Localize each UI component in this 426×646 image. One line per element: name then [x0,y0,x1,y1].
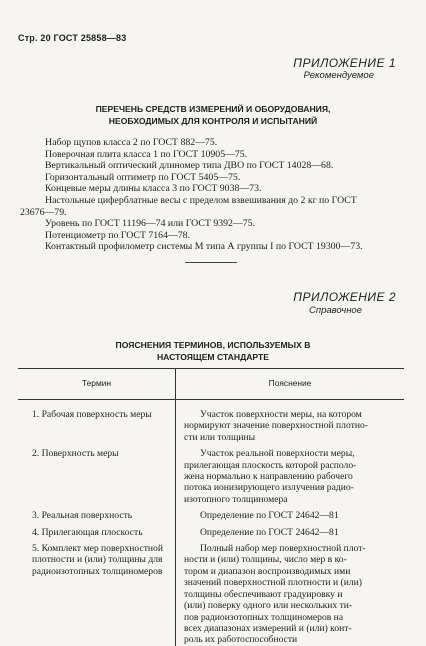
terms-table [18,368,404,646]
appendix-1-heading-line-2: НЕОБХОДИМЫХ ДЛЯ КОНТРОЛЯ И ИСПЫТАНИЙ [108,116,318,126]
equipment-item: Поверочная плита класса 1 по ГОСТ 10905—75. [45,148,248,160]
definition-line: Определение по ГОСТ 24642—81 [200,510,339,522]
column-header-explanation: Пояснение [176,369,405,400]
term-cell [18,400,176,444]
equipment-list [20,137,363,253]
equipment-item: Потенциометр по ГОСТ 7164—78. [45,229,191,241]
section-divider [185,262,237,263]
term-text: 2. Поверхность меры [32,448,119,460]
equipment-item: Настольные циферблатные весы с пределом взвешивания до 2 кг по ГОСТ [45,194,357,206]
column-header-term: Термин [18,369,176,400]
definition-cell [176,538,405,646]
definition-line: значений поверхностной плотности и (или) [184,577,362,589]
definition-line: нормируют значение поверхностной плотно- [184,420,368,432]
definition-cell [176,443,405,505]
definition-line: тором и диапазон воспроизводимых ими [184,565,351,577]
term-text: радиоизотопных толщиномеров [32,565,163,577]
equipment-item: Горизонтальный оптиметр по ГОСТ 5405—75. [45,171,241,183]
term-cell [18,505,176,521]
definition-cell [176,505,405,521]
appendix-2-subtitle: Справочное [309,305,362,316]
definition-line: пов радиоизотопных толщиномеров на [184,611,344,623]
definition-cell [176,522,405,538]
term-cell [18,522,176,538]
definition-line: толщины обеспечивают градуировку и [184,588,343,600]
page-header: Стр. 20 ГОСТ 25858—83 [18,33,127,43]
equipment-item-continuation: 23676—79. [20,206,67,218]
term-text: плотности и (или) толщины для [32,554,163,566]
table-header-row [18,369,404,400]
equipment-item: Концевые меры длины класса 3 по ГОСТ 9038—73. [45,183,262,195]
definition-line: Определение по ГОСТ 24642—81 [200,526,339,538]
definition-line: потока ионизирующего излучения радио- [184,482,354,494]
definition-line: сти или толщины [184,431,256,443]
definition-line: Участок реальной поверхности меры, [200,448,355,460]
appendix-2-title: ПРИЛОЖЕНИЕ 2 [293,290,396,304]
equipment-item: Уровень по ГОСТ 11196—74 или ГОСТ 9392—75. [45,218,255,230]
table-row [18,400,404,444]
appendix-1-heading-line-1: ПЕРЕЧЕНЬ СРЕДСТВ ИЗМЕРЕНИЙ И ОБОРУДОВАНИЯ, [95,104,331,114]
term-text: 1. Рабочая поверхность меры [32,409,152,420]
appendix-1-title: ПРИЛОЖЕНИЕ 1 [293,56,396,70]
term-text: 3. Реальная поверхность [32,510,133,522]
term-text: 4. Прилегающая плоскость [32,526,143,538]
table-row [18,443,404,505]
definition-line: Участок поверхности меры, на котором [200,409,362,420]
appendix-2-heading-line-1: ПОЯСНЕНИЯ ТЕРМИНОВ, ИСПОЛЬЗУЕМЫХ В [115,340,311,350]
term-cell [18,538,176,646]
definition-line: Полный набор мер поверхностной плот- [200,543,366,555]
appendix-1-subtitle: Рекомендуемое [303,70,374,81]
definition-line: изотопного толщиномера [184,493,288,505]
definition-cell [176,400,405,444]
table-row [18,505,404,521]
definition-line: (или) поверку одного или нескольких ти- [184,600,353,612]
table-row [18,522,404,538]
definition-line: ности и (или) толщины, число мер в ко- [184,554,347,566]
equipment-item: Вертикальный оптический длиномер типа ДВО по ГОСТ 14028—68. [45,160,334,172]
equipment-item: Набор щупов класса 2 по ГОСТ 882—75. [45,137,218,148]
definition-line: роль их работоспособности [184,634,298,646]
definition-line: прилегающая плоскость которой располо- [184,459,357,471]
appendix-2-heading-line-2: НАСТОЯЩЕМ СТАНДАРТЕ [156,352,270,362]
definition-line: всех диапазонах измерений и (или) конт- [184,622,352,634]
table-row [18,538,404,646]
term-text: 5. Комплект мер поверхностной [32,543,163,555]
definition-line: жена нормально к направлению рабочего [184,471,353,483]
term-cell [18,443,176,505]
equipment-item: Контактный профилометр системы М типа А группы I по ГОСТ 19300—73. [45,241,363,253]
